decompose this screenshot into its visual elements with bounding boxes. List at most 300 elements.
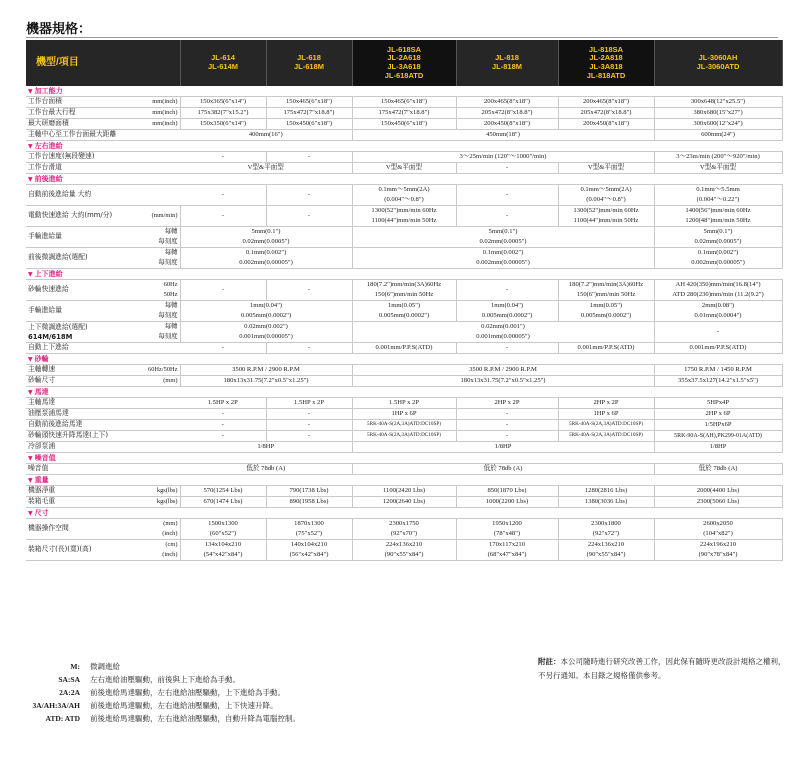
table-cell: - bbox=[180, 409, 266, 420]
table-cell: 890(1958 Lbs) bbox=[266, 497, 352, 508]
table-cell: (68"x47"x84") bbox=[487, 551, 527, 558]
table-row bbox=[26, 431, 782, 442]
table-cell: (inch) bbox=[162, 551, 178, 558]
table-cell: 205x472(8"x18.8") bbox=[456, 108, 558, 119]
table-cell: - bbox=[180, 280, 266, 301]
legend-item bbox=[20, 660, 300, 673]
table-cell: 790(1738 Lbs) bbox=[266, 486, 352, 497]
table-cell: 2300x1800 bbox=[591, 520, 621, 527]
table-cell: 1.5HP x 2P bbox=[352, 398, 456, 409]
table-cell: 400mm(16") bbox=[180, 130, 352, 141]
table-row bbox=[26, 486, 782, 497]
table-cell: - bbox=[456, 409, 558, 420]
table-cell: 1.5HP x 2P bbox=[266, 398, 352, 409]
table-cell: 噪音值 bbox=[26, 464, 180, 475]
table-cell: 每轉 bbox=[164, 228, 178, 235]
table-cell: (0.004"～0.8") bbox=[586, 196, 626, 203]
table-cell: 0.02mm(0.001") bbox=[481, 323, 525, 330]
table-cell: 機器操作空間 bbox=[26, 519, 124, 540]
table-cell: 主軸馬達 bbox=[26, 398, 180, 409]
table-cell: 0.001mm/P.P.S(ATD) bbox=[558, 343, 654, 354]
table-cell: 450mm(18") bbox=[352, 130, 654, 141]
table-cell: SA:SA bbox=[58, 675, 80, 684]
table-cell: 2HP x 2P bbox=[456, 398, 558, 409]
table-cell: 3～25m/min (120"～1000"/min) bbox=[352, 152, 654, 163]
table-cell: V型&平面型 bbox=[558, 163, 654, 174]
table-cell: 150x465(6"x18") bbox=[266, 97, 352, 108]
table-cell: JL-614 bbox=[211, 53, 235, 63]
table-cell: 工作台滑道 bbox=[26, 163, 180, 174]
table-row bbox=[26, 280, 782, 301]
table-cell: 1500x1300 bbox=[208, 520, 238, 527]
chevron-down-icon: ▼ bbox=[28, 388, 33, 396]
table-cell: JL-3A818 bbox=[589, 62, 623, 71]
table-cell: 5RK-40A-S(2A,3A)ATD:DC10SP) bbox=[558, 431, 654, 442]
table-cell: 355x37.5x127(14.2"x1.5"x5") bbox=[654, 376, 782, 387]
chevron-down-icon: ▼ bbox=[28, 509, 33, 517]
table-row bbox=[26, 519, 782, 540]
title-divider bbox=[26, 37, 778, 38]
table-cell: - bbox=[456, 280, 558, 301]
table-cell: ATD 280(230)mm/min (11.2(9.2") bbox=[672, 291, 764, 298]
table-cell: - bbox=[456, 420, 558, 431]
table-cell: ATD: ATD bbox=[45, 714, 80, 723]
table-row bbox=[26, 227, 782, 248]
table-row bbox=[26, 376, 782, 387]
table-row bbox=[26, 163, 782, 174]
model-col-3 bbox=[352, 40, 456, 86]
table-cell: 每刻度 bbox=[158, 333, 178, 340]
section-machining bbox=[26, 86, 782, 97]
table-cell: - bbox=[266, 280, 352, 301]
table-cell: 低於 78db (A) bbox=[180, 464, 352, 475]
table-cell: 2A:2A bbox=[59, 688, 80, 697]
table-cell: (54"x42"x84") bbox=[203, 551, 243, 558]
table-cell: 300x648(12"x25.5") bbox=[654, 97, 782, 108]
table-row bbox=[26, 185, 782, 206]
table-cell: 50Hz bbox=[163, 291, 178, 298]
table-cell: 裝箱尺寸(長)(寬)(高) bbox=[26, 540, 124, 561]
chevron-down-icon: ▼ bbox=[28, 270, 33, 278]
section-lateral-feed bbox=[26, 141, 782, 152]
table-cell: 850(1870 Lbs) bbox=[456, 486, 558, 497]
header-label: 機型/項目 bbox=[26, 40, 180, 86]
table-cell: 0.005mm(0.0002") bbox=[580, 312, 632, 319]
table-cell: 1380(3036 Lbs) bbox=[558, 497, 654, 508]
table-cell: 前後進給 bbox=[34, 174, 63, 183]
table-cell: 每轉 bbox=[164, 302, 178, 309]
table-cell: 砂輪頭快速升降馬達(上下) bbox=[26, 431, 180, 442]
table-cell: 0.005mm(0.0002") bbox=[240, 312, 292, 319]
table-cell: 工作台最大行程 bbox=[26, 108, 124, 119]
table-cell: - bbox=[456, 431, 558, 442]
table-cell: JL-614M bbox=[207, 62, 238, 71]
table-cell: 每刻度 bbox=[158, 259, 178, 266]
table-cell: 1950x1200 bbox=[492, 520, 522, 527]
table-cell: 0.1mm(0.002") bbox=[245, 249, 287, 256]
table-cell: JL-618ATD bbox=[384, 70, 424, 80]
table-cell: 600mm(24") bbox=[654, 130, 782, 141]
model-col-1 bbox=[180, 40, 266, 86]
table-cell: (mm/min) bbox=[124, 206, 180, 227]
table-row bbox=[26, 464, 782, 475]
table-cell: 前後進給馬達驅動，左右進給油壓驅動，上下快速升降。 bbox=[90, 701, 278, 710]
table-cell: 上下微調進給(選配) bbox=[28, 323, 88, 331]
table-cell: 5mm(0.1") bbox=[703, 228, 733, 235]
table-cell: - bbox=[266, 409, 352, 420]
table-cell: - bbox=[266, 206, 352, 227]
table-cell: 380x680(15"x27") bbox=[654, 108, 782, 119]
table-cell: JL-818 bbox=[495, 53, 519, 63]
section-cross-feed bbox=[26, 174, 782, 185]
table-cell: - bbox=[266, 431, 352, 442]
table-row bbox=[26, 206, 782, 227]
table-cell: 0.02mm(0.0005") bbox=[694, 238, 742, 245]
table-cell: 0.1mm(0.002") bbox=[482, 249, 524, 256]
table-cell: 上下進給 bbox=[34, 269, 63, 278]
table-cell: 2300(5060 Lbs) bbox=[654, 497, 782, 508]
table-cell: 主軸中心至工作台面最大距離 bbox=[26, 130, 180, 141]
table-cell: (inch) bbox=[162, 530, 178, 537]
table-cell: JL-818ATD bbox=[586, 70, 626, 80]
table-cell: JL-618 bbox=[297, 53, 321, 63]
table-cell: V型&平面型 bbox=[654, 163, 782, 174]
table-cell: 油壓泵浦馬達 bbox=[26, 409, 180, 420]
table-cell: 0.02mm(0.0005") bbox=[479, 238, 527, 245]
table-cell: 2mm(0.08") bbox=[701, 302, 735, 309]
table-cell: 200x465(8"x18") bbox=[558, 97, 654, 108]
table-cell: 附註： bbox=[538, 657, 561, 666]
table-cell: V型&平面型 bbox=[180, 163, 352, 174]
table-cell: 1200(2640 Lbs) bbox=[352, 497, 456, 508]
table-row bbox=[26, 540, 782, 561]
table-cell: (75"x52") bbox=[295, 530, 323, 537]
table-cell: 150(6")mm/min 50Hz bbox=[374, 291, 434, 298]
table-cell: 最大研磨面積 bbox=[26, 119, 124, 130]
table-cell: 3～23m/min (200"～920"/min) bbox=[654, 152, 782, 163]
model-col-6 bbox=[654, 40, 782, 86]
table-cell: 5RK-90A-S(AH),PK299-01A(ATD) bbox=[654, 431, 782, 442]
table-cell: (mm) bbox=[124, 376, 180, 387]
table-cell: M: bbox=[70, 662, 80, 671]
table-cell: (90"x78"x84") bbox=[698, 551, 738, 558]
table-cell: (0.004"～0.22") bbox=[696, 196, 740, 203]
table-cell: 0.02mm(0.0005") bbox=[242, 238, 290, 245]
table-cell: - bbox=[180, 185, 266, 206]
table-cell: 0.001mm/P.P.S(ATD) bbox=[654, 343, 782, 354]
table-cell: 5RK-40A-S(2A,3A)ATD:DC10SP) bbox=[352, 431, 456, 442]
table-cell: 1/5HPx6P bbox=[654, 420, 782, 431]
table-cell: 主軸轉速 bbox=[26, 365, 124, 376]
page-title: 機器規格： bbox=[26, 22, 92, 37]
table-cell: mm(inch) bbox=[124, 108, 180, 119]
table-cell: 噪音值 bbox=[34, 453, 56, 462]
table-cell: 1HP x 6P bbox=[352, 409, 456, 420]
table-cell: JL-818M bbox=[491, 62, 522, 71]
table-row bbox=[26, 248, 782, 269]
table-cell: 180x13x31.75(7.2"x0.5"x1.25") bbox=[352, 376, 654, 387]
table-row bbox=[26, 152, 782, 163]
section-noise bbox=[26, 453, 782, 464]
table-cell: 砂輪快速進給 bbox=[26, 280, 124, 301]
table-cell: 5HPx4P bbox=[654, 398, 782, 409]
table-cell: 180(7.2")mm/min(3A)60Hz bbox=[366, 281, 442, 288]
table-cell: - bbox=[456, 163, 558, 174]
table-cell: 1/8HP bbox=[352, 442, 654, 453]
table-cell: 0.002mm(0.00005") bbox=[691, 259, 745, 266]
table-cell: 614M/618M bbox=[28, 333, 73, 341]
table-cell: 224x196x210 bbox=[699, 541, 737, 548]
table-cell: 300x600(12"x24") bbox=[654, 119, 782, 130]
table-cell: 自動前後進給量 大約 bbox=[26, 185, 180, 206]
table-row bbox=[26, 365, 782, 376]
table-cell: 3500 R.P.M / 2900 R.P.M bbox=[352, 365, 654, 376]
table-cell: 2000(4400 Lbs) bbox=[654, 486, 782, 497]
table-cell: - bbox=[180, 206, 266, 227]
table-cell: 冷卻泵浦 bbox=[26, 442, 180, 453]
section-dimensions bbox=[26, 508, 782, 519]
table-cell: - bbox=[266, 420, 352, 431]
chevron-down-icon: ▼ bbox=[28, 142, 33, 150]
table-cell: JL-3060AH bbox=[698, 53, 738, 63]
table-cell: 裝箱毛重 bbox=[26, 497, 124, 508]
table-cell: kgs(lbs) bbox=[124, 486, 180, 497]
table-cell: 150x450(6"x18") bbox=[266, 119, 352, 130]
table-row bbox=[26, 420, 782, 431]
table-cell: 0.1mm～5mm(2A) bbox=[580, 186, 632, 193]
table-cell: 1100(44")mm/min 50Hz bbox=[371, 217, 437, 224]
table-cell: 本公司隨時進行研究改善工作，因此保有隨時更改設計規格之權利，不另行通知。本目錄之規格僅供參考。 bbox=[538, 657, 786, 680]
table-cell: 150(6")mm/min 50Hz bbox=[576, 291, 636, 298]
table-cell: 1mm(0.05") bbox=[387, 302, 421, 309]
table-row bbox=[26, 409, 782, 420]
table-cell: 150x465(6"x18") bbox=[352, 97, 456, 108]
table-cell: - bbox=[456, 206, 558, 227]
table-row bbox=[26, 108, 782, 119]
table-cell: - bbox=[180, 343, 266, 354]
table-cell: 180(7.2")mm/min(3A)60Hz bbox=[568, 281, 644, 288]
table-row bbox=[26, 130, 782, 141]
model-col-2 bbox=[266, 40, 352, 86]
table-cell: 1/8HP bbox=[654, 442, 782, 453]
table-cell: 0.002mm(0.00005") bbox=[476, 259, 530, 266]
table-cell: 電動快速進給 大約(mm/分) bbox=[26, 206, 124, 227]
table-cell: 1280(2816 Lbs) bbox=[558, 486, 654, 497]
table-cell: 1100(44")mm/min 50Hz bbox=[573, 217, 639, 224]
table-cell: (56"x42"x84") bbox=[289, 551, 329, 558]
legend-item bbox=[20, 712, 300, 725]
table-cell: 前後進給馬達驅動，左右進給油壓驅動，上下進給為手動。 bbox=[90, 688, 285, 697]
table-cell: kgs(lbs) bbox=[124, 497, 180, 508]
table-cell: 尺寸 bbox=[34, 508, 49, 517]
table-row bbox=[26, 301, 782, 322]
table-cell: 175x472(7"x18.8") bbox=[266, 108, 352, 119]
table-cell: 機器淨重 bbox=[26, 486, 124, 497]
table-cell: AH 420(350)mm/min(16.8(14") bbox=[675, 281, 761, 288]
section-vertical-feed bbox=[26, 269, 782, 280]
section-motor bbox=[26, 387, 782, 398]
table-cell: 205x472(8"x18.8") bbox=[558, 108, 654, 119]
table-cell: 加工能力 bbox=[34, 86, 63, 95]
table-row bbox=[26, 398, 782, 409]
table-cell: - bbox=[266, 185, 352, 206]
table-cell: 自動上下進給 bbox=[26, 343, 180, 354]
table-cell: 224x136x210 bbox=[587, 541, 625, 548]
table-cell: 670(1474 Lbs) bbox=[180, 497, 266, 508]
table-cell: 0.005mm(0.0002") bbox=[481, 312, 533, 319]
table-cell: 1/8HP bbox=[180, 442, 352, 453]
table-cell: 工作台面積 bbox=[26, 97, 124, 108]
legend-item bbox=[20, 699, 300, 712]
chevron-down-icon: ▼ bbox=[28, 175, 33, 183]
table-cell: 200x450(8"x18") bbox=[558, 119, 654, 130]
section-wheel bbox=[26, 354, 782, 365]
table-cell: 2HP x 6P bbox=[654, 409, 782, 420]
table-cell: - bbox=[266, 343, 352, 354]
table-cell: 0.001mm(0.00005") bbox=[239, 333, 293, 340]
legend-item bbox=[20, 686, 300, 699]
table-cell: 570(1254 Lbs) bbox=[180, 486, 266, 497]
table-cell: 150x350(6"x14") bbox=[180, 119, 266, 130]
table-cell: 0.01mm(0.0004") bbox=[694, 312, 742, 319]
table-cell: 低於 78db (A) bbox=[654, 464, 782, 475]
table-cell: 左右進給油壓驅動，前後與上下進給為手動。 bbox=[90, 675, 240, 684]
chevron-down-icon: ▼ bbox=[28, 454, 33, 462]
table-cell: (92"x70") bbox=[390, 530, 418, 537]
table-cell: 1.5HP x 2P bbox=[180, 398, 266, 409]
table-cell: 150x450(6"x18") bbox=[352, 119, 456, 130]
table-cell: 170x117x210 bbox=[488, 541, 526, 548]
table-cell: 自動前後進給馬達 bbox=[26, 420, 180, 431]
table-cell: 1100(2420 Lbs) bbox=[352, 486, 456, 497]
table-cell: (60"x52") bbox=[209, 530, 237, 537]
table-cell: 150x365(6"x14") bbox=[180, 97, 266, 108]
table-cell: (90"x55"x84") bbox=[384, 551, 424, 558]
table-cell: (78"x48") bbox=[493, 530, 521, 537]
table-cell: 1HP x 6P bbox=[558, 409, 654, 420]
table-cell: 1000(2200 Lbs) bbox=[456, 497, 558, 508]
table-cell: mm(inch) bbox=[124, 97, 180, 108]
table-cell: 224x136x210 bbox=[385, 541, 423, 548]
table-cell: 5mm(0.1") bbox=[488, 228, 518, 235]
table-cell: - bbox=[180, 152, 266, 163]
table-cell: 1750 R.P.M / 1450 R.P.M bbox=[654, 365, 782, 376]
table-cell: 200x450(8"x18") bbox=[456, 119, 558, 130]
table-cell: - bbox=[456, 185, 558, 206]
table-cell: 低於 78db (A) bbox=[352, 464, 654, 475]
model-legend bbox=[20, 660, 300, 725]
remark-note bbox=[538, 655, 788, 683]
table-cell: 1400(56")mm/min 60Hz bbox=[685, 207, 751, 214]
table-row bbox=[26, 442, 782, 453]
table-cell: - bbox=[456, 343, 558, 354]
table-cell: 1mm(0.05") bbox=[589, 302, 623, 309]
table-cell: - bbox=[180, 431, 266, 442]
table-cell: (104"x82") bbox=[703, 530, 733, 537]
table-cell: 134x104x210 bbox=[204, 541, 242, 548]
table-cell: JL-818SA bbox=[588, 44, 624, 54]
table-cell: 0.005mm(0.0002") bbox=[378, 312, 430, 319]
table-cell: 175x472(7"x18.8") bbox=[352, 108, 456, 119]
table-cell: (90"x55"x84") bbox=[586, 551, 626, 558]
table-cell: mm(inch) bbox=[124, 119, 180, 130]
table-cell: 60Hz bbox=[163, 281, 178, 288]
table-cell: 工作台速度(無段變速) bbox=[26, 152, 180, 163]
table-cell: 每刻度 bbox=[158, 238, 178, 245]
table-cell: 每轉 bbox=[164, 249, 178, 256]
table-cell: 2300x1750 bbox=[389, 520, 419, 527]
table-cell: 3A/AH:3A/AH bbox=[32, 701, 80, 710]
legend-item bbox=[20, 673, 300, 686]
table-cell: JL-3A618 bbox=[387, 62, 421, 71]
chevron-down-icon: ▼ bbox=[28, 87, 33, 95]
table-row bbox=[26, 322, 782, 343]
spec-table bbox=[26, 40, 783, 561]
table-cell: 2600x2050 bbox=[703, 520, 733, 527]
table-cell: 0.1mm(0.002") bbox=[697, 249, 739, 256]
table-cell: 每刻度 bbox=[158, 312, 178, 319]
table-cell: JL-618M bbox=[293, 62, 324, 71]
table-cell: JL-2A818 bbox=[589, 53, 623, 63]
table-cell: 5RK-40A-S(2A,3A)ATD:DC10SP) bbox=[352, 420, 456, 431]
table-cell: 5mm(0.1") bbox=[251, 228, 281, 235]
table-cell: 馬達 bbox=[34, 387, 49, 396]
table-cell: JL-2A618 bbox=[387, 53, 421, 63]
table-cell: - bbox=[180, 420, 266, 431]
table-cell: (92"x72") bbox=[592, 530, 620, 537]
table-row bbox=[26, 97, 782, 108]
model-col-5 bbox=[558, 40, 654, 86]
table-cell: 0.002mm(0.00005") bbox=[239, 259, 293, 266]
table-cell: 3500 R.P.M / 2900 R.P.M bbox=[180, 365, 352, 376]
table-cell: 0.001mm/P.P.S(ATD) bbox=[352, 343, 456, 354]
table-cell: 前後微調進給(選配) bbox=[26, 248, 124, 269]
table-cell: 左右進給 bbox=[34, 141, 63, 150]
table-cell: 0.1mm～5.5mm bbox=[696, 186, 740, 193]
table-cell: 5RK-40A-S(2A,3A)ATD:DC10SP) bbox=[558, 420, 654, 431]
table-row bbox=[26, 343, 782, 354]
model-col-4 bbox=[456, 40, 558, 86]
table-cell: 前後進給馬達驅動，左右進給油壓驅動，自動升降為電腦控制。 bbox=[90, 714, 300, 723]
table-cell: 砂輪尺寸 bbox=[26, 376, 124, 387]
table-cell: (cm) bbox=[165, 541, 178, 548]
table-cell: 1870x1300 bbox=[294, 520, 324, 527]
table-cell: JL-3060ATD bbox=[696, 62, 740, 71]
table-cell: (mm) bbox=[163, 520, 178, 527]
table-cell: 重量 bbox=[34, 475, 49, 484]
table-cell: 每轉 bbox=[164, 323, 178, 330]
table-cell: 140x104x210 bbox=[290, 541, 328, 548]
table-cell: 1mm(0.04") bbox=[249, 302, 283, 309]
table-cell: JL-618SA bbox=[386, 44, 422, 54]
table-row bbox=[26, 497, 782, 508]
table-cell: - bbox=[654, 322, 782, 343]
table-cell: 0.1mm～5mm(2A) bbox=[378, 186, 430, 193]
chevron-down-icon: ▼ bbox=[28, 476, 33, 484]
table-row bbox=[26, 119, 782, 130]
section-weight bbox=[26, 475, 782, 486]
table-cell: 1mm(0.04") bbox=[490, 302, 524, 309]
table-cell: 1300(52")mm/min 60Hz bbox=[371, 207, 437, 214]
table-cell: 2HP x 2P bbox=[558, 398, 654, 409]
table-cell: 砂輪 bbox=[34, 354, 49, 363]
table-cell: 0.02mm(0.002") bbox=[244, 323, 288, 330]
chevron-down-icon: ▼ bbox=[28, 355, 33, 363]
table-cell: 1300(52")mm/min 60Hz bbox=[573, 207, 639, 214]
table-cell: 微調進給 bbox=[90, 662, 120, 671]
table-cell: 1200(48")mm/min 50Hz bbox=[685, 217, 751, 224]
table-cell: 手輪進給量 bbox=[26, 301, 124, 322]
